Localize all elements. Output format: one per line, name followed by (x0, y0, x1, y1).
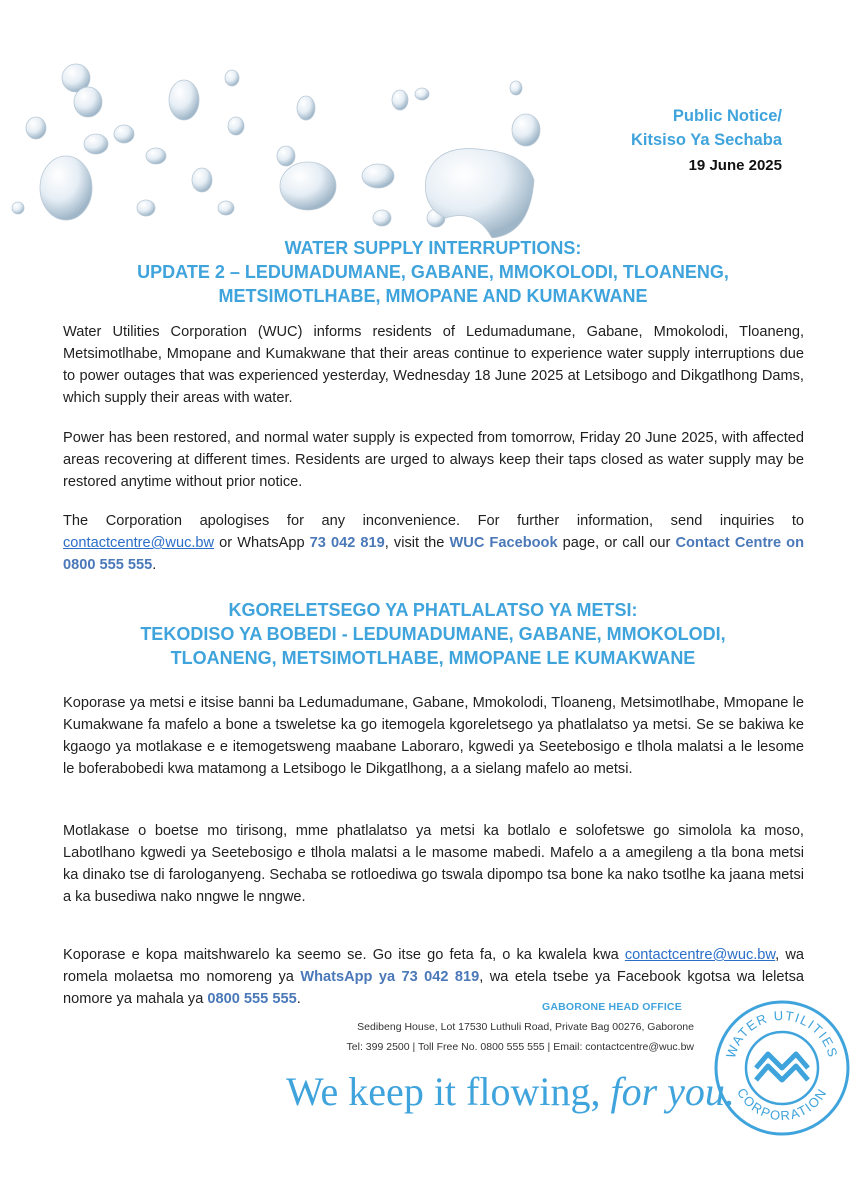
notice-date: 19 June 2025 (688, 157, 782, 174)
footer-address: Sedibeng House, Lot 17530 Luthuli Road, Private Bag 00276, Gaborone (357, 1021, 694, 1033)
slogan (286, 1068, 735, 1115)
english-p3-text-e: . (152, 557, 157, 573)
setswana-paragraph-2: Motlakase o boetse mo tirisong, mme phatlalatso ya metsi ka botlalo e solofetswe go simolola ka moso, Labotlhano kgwedi ya Seetebosigo e tlhola malatsi a le masome mabedi. Mafelo a a amegileng a tla bona metsi ka dinako tse di farologanyeng. Sechaba se rotloediwa go tswala dipompo tsa bone ka nako tsotlhe ka jaana metsi a ka busediwa nako nngwe le nngwe. (63, 823, 804, 905)
footer-contacts: Tel: 399 2500 | Toll Free No. 0800 555 555 | Email: contactcentre@wuc.bw (346, 1041, 694, 1053)
english-heading (66, 236, 800, 308)
english-heading-line2: UPDATE 2 – LEDUMADUMANE, GABANE, MMOKOLODI, TLOANENG, (137, 262, 729, 282)
notice-sheet (6, 8, 848, 1194)
water-drops-decoration (6, 58, 566, 238)
english-p3-text-a: The Corporation apologises for any inconvenience. For further information, send inquiries to (63, 513, 804, 529)
english-email-link[interactable]: contactcentre@wuc.bw (63, 535, 215, 551)
english-heading-line3: METSIMOTLHABE, MMOPANE AND KUMAKWANE (218, 286, 648, 306)
english-paragraph-2: Power has been restored, and normal water supply is expected from tomorrow, Friday 20 June 2025, with affected areas recovering at different times. Residents are urged to always keep their taps closed as water supply may be restored anytime without prior notice. (63, 430, 804, 490)
english-p3-text-c: , visit the (384, 535, 450, 551)
logo-text-bottom: CORPORATION (734, 1085, 830, 1124)
notice-title-en: Public Notice/ (672, 107, 782, 125)
setswana-heading-line1: KGORELETSEGO YA PHATLALATSO YA METSI: (228, 600, 638, 620)
notice-header (631, 104, 782, 178)
slogan-italic: for you. (610, 1069, 735, 1114)
setswana-p3-text-b: , wa romela molaetsa mo nomoreng ya (63, 947, 804, 985)
setswana-heading (66, 598, 800, 670)
english-heading-line1: WATER SUPPLY INTERRUPTIONS: (284, 238, 582, 258)
setswana-p3-text-d: . (296, 991, 301, 1007)
setswana-heading-line3: TLOANENG, METSIMOTLHABE, MMOPANE LE KUMAKWANE (170, 648, 696, 668)
english-contact-centre: Contact Centre on 0800 555 555 (63, 535, 805, 573)
english-paragraph-1: Water Utilities Corporation (WUC) informs residents of Ledumadumane, Gabane, Mmokolodi, Tloaneng, Metsimotlhabe, Mmopane and Kumakwane that their areas continue to experience water supply interruptions due to power outages that was experienced yesterday, Wednesday 18 June 2025 at Letsibogo and Dikgatlhong Dams, which supply their areas with water. (63, 324, 804, 406)
setswana-paragraph-3 (63, 944, 804, 1010)
setswana-p3-text-c: , wa etela tsebe ya Facebook kgotsa wa leletsa nomore ya mahala ya (63, 969, 805, 1007)
logo-wave-top (756, 1054, 808, 1068)
setswana-p3-text-a: Koporase e kopa maitshwarelo ka seemo se. Go itse go feta fa, o ka kwalela kwa (63, 947, 625, 963)
setswana-heading-line2: TEKODISO YA BOBEDI - LEDUMADUMANE, GABANE, MMOKOLODI, (140, 624, 726, 644)
setswana-paragraph-1: Koporase ya metsi e itsise banni ba Ledumadumane, Gabane, Mmokolodi, Tloaneng, Metsimotlhabe, Mmopane le Kumakwane fa mafelo a bone a tsweletse ka go itemogela kgoreletsego ya phatlalatso ya metsi. Se se bakiwa ke kgaogo ya motlakase e e itemogetsweng maabane Laboraro, kgwedi ya Seetebosigo e tlhola malatsi a le lesome le boferabobedi kwa matamong a Letsibogo le Dikgatlhong, a a sielang mafelo ao metsi. (63, 695, 804, 777)
setswana-phone-number: 0800 555 555 (207, 991, 297, 1007)
footer-office-title: GABORONE HEAD OFFICE (542, 1001, 682, 1013)
english-whatsapp-number: 73 042 819 (309, 535, 385, 551)
setswana-email-link[interactable]: contactcentre@wuc.bw (624, 947, 776, 963)
slogan-main: We keep it flowing, (286, 1069, 601, 1114)
notice-title-tn: Kitsiso Ya Sechaba (630, 131, 782, 149)
english-p3-text-d: page, or call our (557, 535, 676, 551)
logo-text-top: WATER UTILITIES (723, 1007, 841, 1060)
setswana-whatsapp-number: WhatsApp ya 73 042 819 (300, 969, 480, 985)
wuc-logo (712, 998, 852, 1138)
english-facebook-link[interactable]: WUC Facebook (449, 535, 558, 551)
english-p3-text-b: or WhatsApp (214, 535, 310, 551)
english-paragraph-3 (63, 510, 804, 576)
